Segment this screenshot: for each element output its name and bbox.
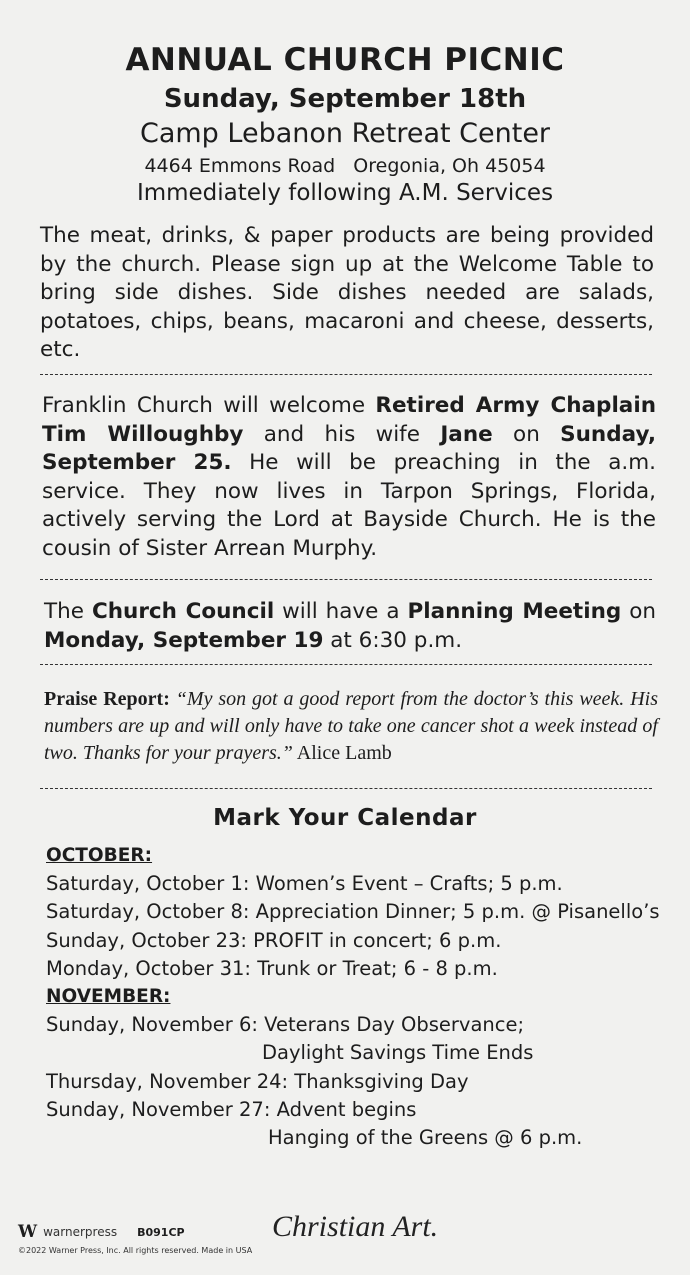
calendar-item: Sunday, November 27: Advent begins <box>46 1097 417 1121</box>
month-heading-november: NOVEMBER: <box>46 986 171 1008</box>
divider <box>40 374 652 375</box>
calendar-item: Saturday, October 1: Women’s Event – Crafts; 5 p.m. <box>46 872 563 896</box>
chaplain-announcement: Franklin Church will welcome Retired Army Chaplain Tim Willoughby and his wife Jane on Sunday, September 25. He will be preaching in the a.m. service. They now lives in Tarpon Springs, Florida, actively serving the Lord at Bayside Church. He is the cousin of Sister Arrean Murphy. <box>42 393 656 561</box>
calendar-item-continued: Daylight Savings Time Ends <box>262 1041 534 1065</box>
picnic-date: Sunday, September 18th <box>163 84 527 114</box>
calendar-item: Sunday, November 6: Veterans Day Observance; <box>46 1013 525 1037</box>
calendar-title: Mark Your Calendar <box>213 805 477 831</box>
picnic-address: 4464 Emmons Road Oregonia, Oh 45054 <box>144 155 546 177</box>
calendar-item: Monday, October 31: Trunk or Treat; 6 - 8 p.m. <box>46 956 498 980</box>
picnic-title: ANNUAL CHURCH PICNIC <box>125 42 565 78</box>
calendar-item: Thursday, November 24: Thanksgiving Day <box>46 1069 469 1093</box>
copyright-text: ©2022 Warner Press, Inc. All rights reserved. Made in USA <box>18 1246 253 1255</box>
picnic-details: The meat, drinks, & paper products are being provided by the church. Please sign up at the Welcome Table to bring side dishes. Side dishes needed are salads, potatoes, chips, beans, macaroni and cheese, desserts, etc. <box>40 223 654 362</box>
picnic-timing: Immediately following A.M. Services <box>136 180 554 206</box>
warner-logo-icon: W <box>18 1222 38 1242</box>
calendar-item: Saturday, October 8: Appreciation Dinner; 5 p.m. @ Pisanello’s <box>46 900 660 924</box>
month-heading-october: OCTOBER: <box>46 845 153 866</box>
publisher-footer <box>18 1222 278 1255</box>
divider <box>40 664 652 665</box>
calendar-item-continued: Hanging of the Greens @ 6 p.m. <box>268 1126 583 1150</box>
divider <box>40 579 652 580</box>
publisher-name: warnerpress <box>43 1225 118 1239</box>
divider <box>40 788 652 789</box>
picnic-venue: Camp Lebanon Retreat Center <box>139 118 551 149</box>
council-announcement: The Church Council will have a Planning Meeting on Monday, September 19 at 6:30 p.m. <box>44 599 656 653</box>
christian-art-logo: Christian Art. <box>272 1210 439 1243</box>
calendar-item: Sunday, October 23: PROFIT in concert; 6 p.m. <box>46 928 502 952</box>
product-code: B091CP <box>137 1225 185 1239</box>
praise-report: Praise Report: “My son got a good report from the doctor’s this week. His numbers are up and will only have to take one cancer shot a week instead of two. Thanks for your prayers.” Alice Lamb <box>44 688 659 764</box>
calendar-list <box>46 842 666 1152</box>
